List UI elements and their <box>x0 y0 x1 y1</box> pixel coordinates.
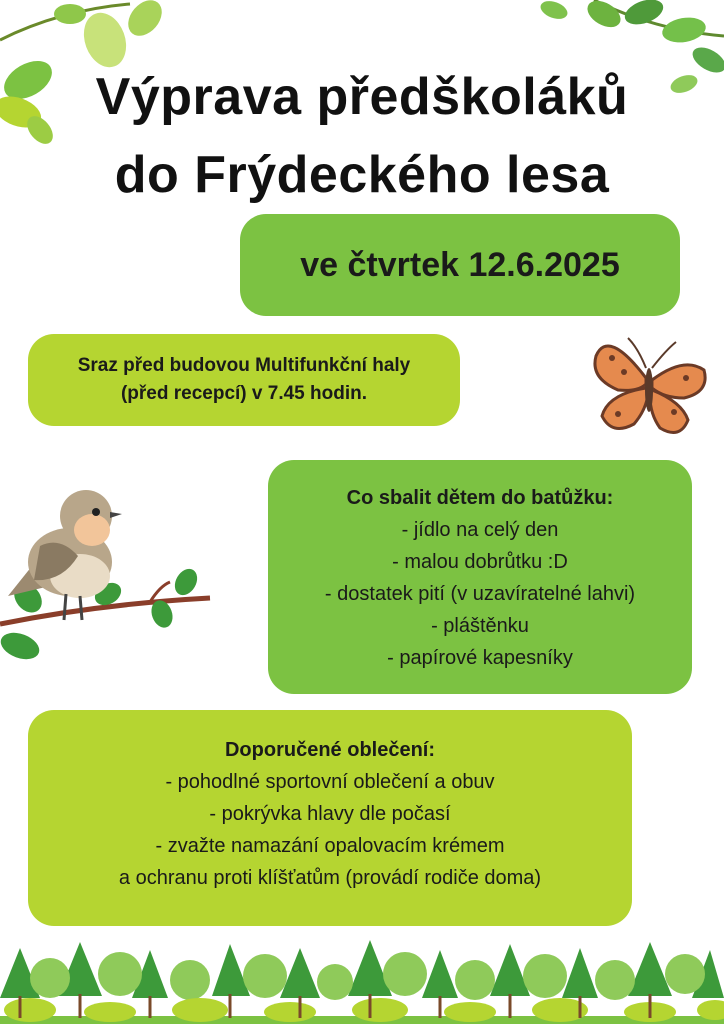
butterfly-illustration <box>588 328 712 446</box>
packing-item: - pláštěnku <box>431 615 529 637</box>
clothing-heading: Doporučené oblečení: <box>224 739 436 761</box>
forest-trees-border <box>0 938 724 1024</box>
meeting-line-2: (před recepcí) v 7.45 hodin. <box>120 383 368 404</box>
packing-heading: Co sbalit dětem do batůžku: <box>346 487 614 509</box>
title-line-2: do Frýdeckého lesa <box>114 146 610 204</box>
clothing-item: - pokrývka hlavy dle počasí <box>209 803 451 825</box>
date-badge: ve čtvrtek 12.6.2025 <box>240 214 680 316</box>
packing-item: - papírové kapesníky <box>387 647 573 669</box>
clothing-item: - zvažte namazání opalovacím krémem <box>155 835 505 857</box>
clothing-item: a ochranu proti klíšťatům (provádí rodiče doma) <box>118 867 542 889</box>
packing-item: - jídlo na celý den <box>401 519 559 541</box>
clothing-recommendation-box <box>28 710 632 926</box>
packing-list-box <box>268 460 692 694</box>
meeting-line-1: Sraz před budovou Multifunkční haly <box>77 355 411 376</box>
packing-item: - dostatek pití (v uzavíratelné lahvi) <box>324 583 636 605</box>
packing-item: - malou dobrůtku :D <box>392 551 568 573</box>
clothing-item: - pohodlné sportovní oblečení a obuv <box>165 771 495 793</box>
title-line-1: Výprava předškoláků <box>95 68 629 126</box>
meeting-info-box <box>28 334 460 426</box>
bird-on-branch-illustration <box>0 486 215 666</box>
